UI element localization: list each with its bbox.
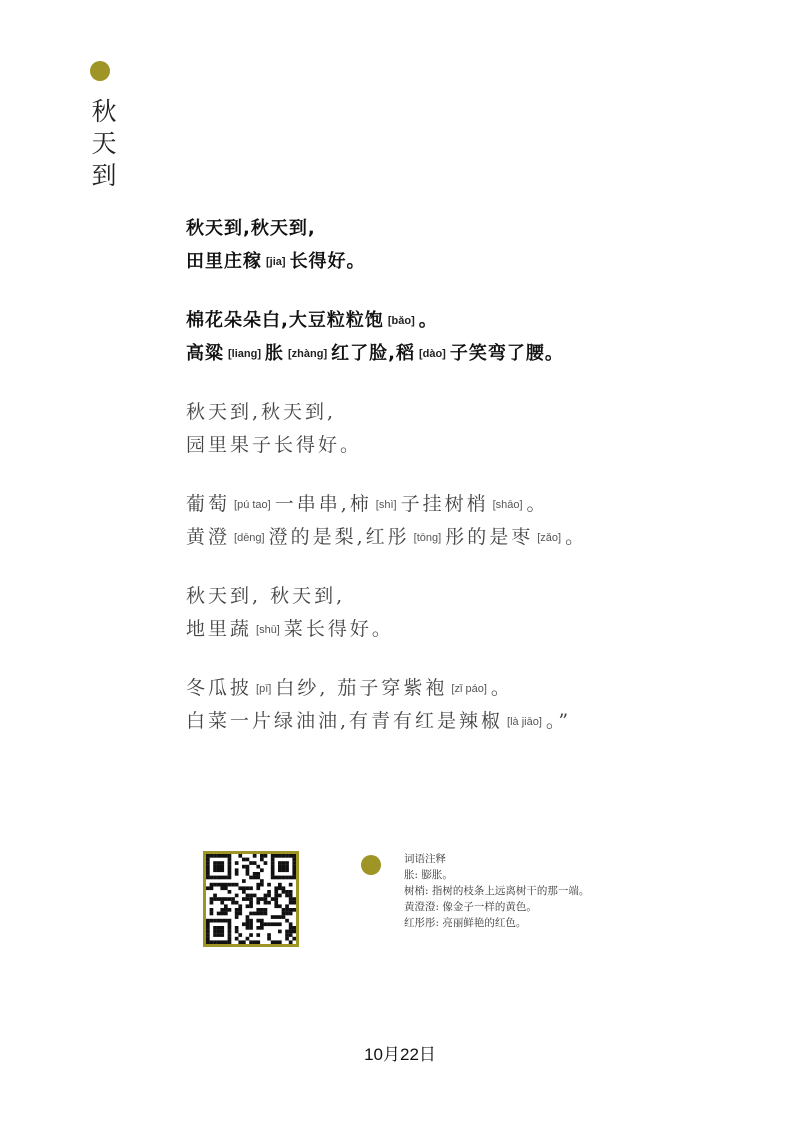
poem-text: 田里庄稼 [186,251,262,272]
poem-line [186,672,786,705]
pinyin-annotation: [là jiāo] [507,716,542,728]
poem-line [186,488,786,521]
poem-stanza [186,396,786,462]
qr-code-graphic [206,854,296,944]
title-bullet-icon [90,61,110,81]
poem-text: 红了脸,稻 [331,343,415,364]
poem-line [186,705,786,738]
pinyin-annotation: [dēng] [234,532,265,544]
vocabulary-notes [404,851,704,931]
poem-text: 秋天到,秋天到, [186,401,337,423]
poem-text: 秋天到,秋天到, [186,218,316,239]
pinyin-annotation: [shāo] [492,499,523,511]
poem-body [186,212,786,764]
pinyin-annotation: [jia] [266,256,286,268]
poem-stanza [186,580,786,646]
poem-text: 彤的是枣 [445,526,534,548]
poem-text: 。 [418,310,438,331]
pinyin-annotation: [bǎo] [387,315,415,327]
poem-stanza [186,488,786,554]
date-label: 10月22日 [364,1045,436,1064]
poem-text: 地里蔬 [186,618,253,640]
note-item: 黄澄澄: 像金子一样的黄色。 [404,901,537,913]
poem-line [186,429,786,462]
poem-line [186,613,786,646]
poem-text: 一串串,柿 [274,493,372,515]
poem-text: 子笑弯了腰。 [449,343,564,364]
poem-line [186,396,786,429]
notes-bullet-icon [361,855,381,875]
poem-text: 。 [490,677,513,699]
poem-text: 葡萄 [186,493,231,515]
note-item: 胀: 膨胀。 [404,869,453,881]
title-char: 天 [91,129,117,158]
poem-text: 子挂树梢 [400,493,489,515]
title-char: 秋 [91,97,117,126]
pinyin-annotation: [tōng] [413,532,442,544]
poem-text: 。 [565,526,588,548]
poem-line [186,337,786,370]
pinyin-annotation: [pī] [256,683,272,695]
poem-text: 胀 [265,343,284,364]
pinyin-annotation: [zǎo] [537,532,562,544]
pinyin-annotation: [liang] [228,348,261,360]
poem-line [186,212,786,245]
pinyin-annotation: [shì] [375,499,397,511]
poem-text: 白纱, 茄子穿紫袍 [275,677,448,699]
note-item: 红彤彤: 亮丽鲜艳的红色。 [404,917,527,929]
title-char: 到 [91,161,117,190]
poem-text: 秋天到, 秋天到, [186,585,346,607]
poem-text: 。 [526,493,549,515]
poem-line [186,245,786,278]
poem-line [186,304,786,337]
poem-text: 冬瓜披 [186,677,253,699]
poem-text: 澄的是梨,红彤 [268,526,410,548]
page-title [88,96,120,192]
poem-stanza [186,212,786,278]
poem-text: 高粱 [186,343,224,364]
poem-text: 黄澄 [186,526,231,548]
poem-text: 园里果子长得好。 [186,434,363,456]
pinyin-annotation: [zhàng] [288,348,328,360]
notes-title: 词语注释 [404,853,446,865]
qr-code-icon [203,851,299,947]
pinyin-annotation: [pú tao] [234,499,271,511]
pinyin-annotation: [dào] [418,348,446,360]
poem-line [186,521,786,554]
poem-stanza [186,304,786,370]
note-item: 树梢: 指树的枝条上远离树干的那一端。 [404,885,590,897]
pinyin-annotation: [shū] [256,624,280,636]
poem-stanza [186,672,786,738]
poem-text: 。” [545,710,572,732]
poem-text: 菜长得好。 [283,618,394,640]
poem-text: 白菜一片绿油油,有青有红是辣椒 [186,710,504,732]
poem-line [186,580,786,613]
poem-text: 长得好。 [289,251,366,272]
poem-text: 棉花朵朵白,大豆粒粒饱 [186,310,384,331]
pinyin-annotation: [zǐ páo] [451,683,487,695]
